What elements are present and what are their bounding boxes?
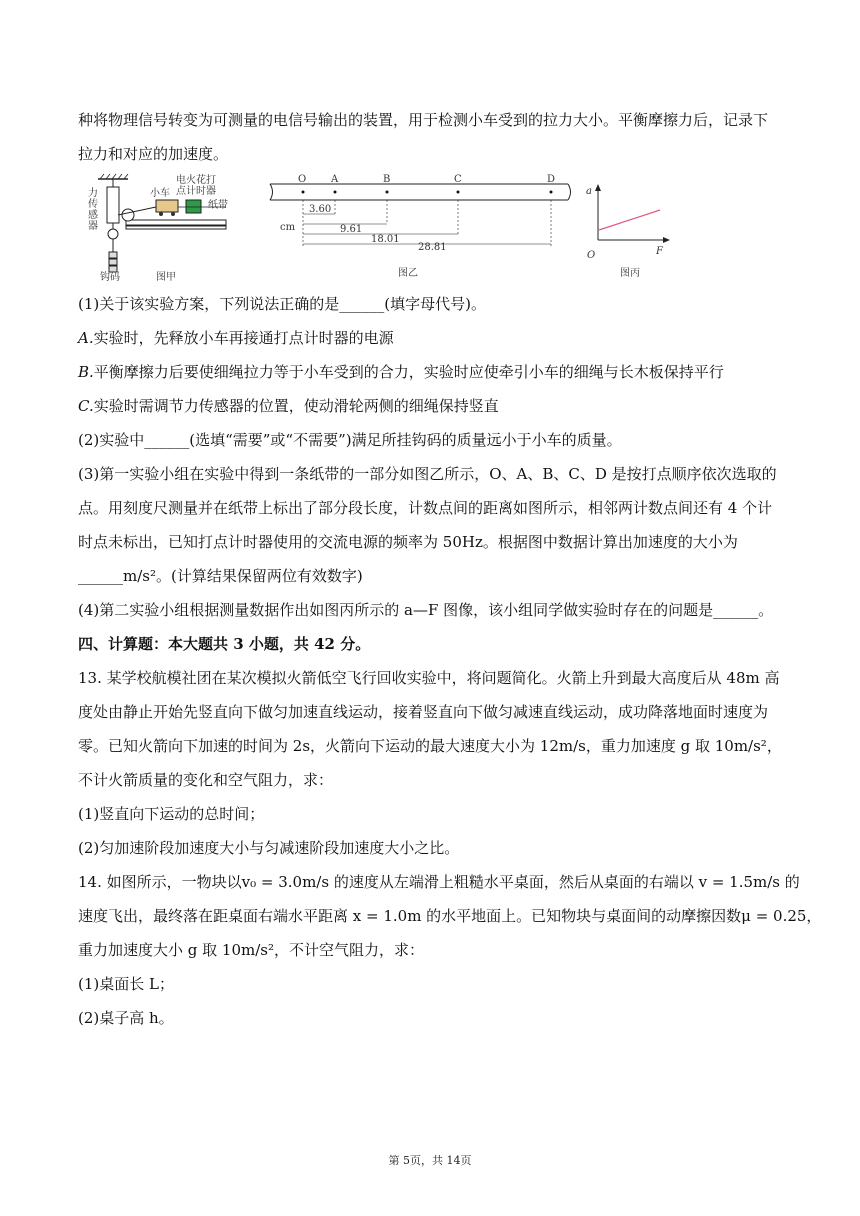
dist-OB: 9.61: [340, 224, 363, 235]
q14-line2: 速度飞出，最终落在距桌面右端水平距离 x = 1.0m 的水平地面上。已知物块与桌面间的动摩擦因数μ = 0.25，: [78, 907, 822, 925]
dist-OA: 3.60: [309, 204, 332, 215]
sensor-label-3: 感: [88, 210, 98, 221]
q12-part3-line3: 时点未标出，已知打点计时器使用的交流电源的频率为 50Hz。根据图中数据计算出加速度的大小为: [78, 533, 738, 551]
q13-line4: 不计火箭质量的变化和空气阻力，求：: [78, 771, 334, 789]
q14-line1: 14. 如图所示，一物块以v₀ = 3.0m/s 的速度从左端滑上粗糙水平桌面，然后从桌面的右端以 v = 1.5m/s 的: [78, 873, 800, 891]
timer-label-1: 电火花打: [176, 175, 216, 186]
q12-option-c: [78, 396, 499, 416]
q13-line3: 零。已知火箭向下加速的时间为 2s，火箭向下运动的最大速度大小为 12m/s，重力加速度 g 取 10m/s²，: [78, 737, 782, 755]
option-b-letter: B.: [78, 363, 94, 381]
q13-line1: 13. 某学校航模社团在某次模拟火箭低空飞行回收实验中，将问题简化。火箭上升到最大高度后从 48m 高: [78, 669, 780, 687]
q14-sub1: (1)桌面长 L；: [78, 975, 174, 993]
sensor-label-2: 传: [88, 199, 98, 210]
option-b-text: 平衡摩擦力后要使细绳拉力等于小车受到的合力，实验时应使牵引小车的细绳与长木板保持平行: [93, 363, 724, 381]
q13-sub2: (2)匀加速阶段加速度大小与匀减速阶段加速度大小之比。: [78, 839, 460, 857]
q12-part4: (4)第二实验小组根据测量数据作出如图丙所示的 a—F 图像，该小组同学做实验时存在的问题是______。: [78, 601, 774, 619]
a-F-line: [599, 210, 660, 230]
point-B: B: [383, 174, 391, 185]
q12-part1: (1)关于该实验方案，下列说法正确的是______(填字母代号)。: [78, 295, 486, 313]
q12-part3-line1: (3)第一实验小组在实验中得到一条纸带的一部分如图乙所示，O、A、B、C、D 是按打点顺序依次选取的: [78, 465, 777, 483]
option-a-text: 实验时，先释放小车再接通打点计时器的电源: [93, 329, 394, 347]
unit-label: cm: [280, 222, 296, 233]
figure-bing: [586, 184, 670, 279]
intro-line-2: 拉力和对应的加速度。: [78, 145, 229, 163]
tape-label: 纸带: [208, 200, 228, 211]
sensor-label-4: 器: [88, 221, 98, 232]
point-D: D: [547, 174, 556, 185]
point-A: A: [331, 174, 339, 185]
origin-label: O: [587, 250, 596, 261]
y-axis-label: a: [586, 186, 592, 197]
caption-yi: 图乙: [398, 268, 418, 279]
timer-label-2: 点计时器: [176, 186, 216, 197]
dist-OD: 28.81: [418, 242, 447, 253]
weights-label: 钩码: [100, 272, 120, 283]
option-c-text: 实验时需调节力传感器的位置，使动滑轮两侧的细绳保持竖直: [93, 397, 499, 415]
option-a-letter: A.: [78, 329, 94, 347]
intro-line-1: 种将物理信号转变为可测量的电信号输出的装置，用于检测小车受到的拉力大小。平衡摩擦力后，记录下: [78, 111, 769, 129]
option-c-letter: C.: [78, 397, 94, 415]
point-O: O: [298, 174, 307, 185]
q14-line3: 重力加速度大小 g 取 10m/s²，不计空气阻力，求：: [78, 941, 424, 959]
caption-jia: 图甲: [156, 272, 176, 283]
figure-yi: [270, 174, 571, 279]
q12-part3-line4: ______m/s²。(计算结果保留两位有效数字): [78, 567, 363, 585]
experiment-figures: [78, 170, 778, 290]
caption-bing: 图丙: [620, 268, 640, 279]
q12-option-a: [78, 328, 394, 348]
figures: [78, 170, 778, 290]
section-heading: 四、计算题：本大题共 3 小题，共 42 分。: [78, 635, 371, 653]
q13-line2: 度处由静止开始先竖直向下做匀加速直线运动，接着竖直向下做匀减速直线运动，成功降落地面时速度为: [78, 703, 769, 721]
sensor-label-1: 力: [88, 188, 98, 199]
q12-option-b: [78, 362, 724, 382]
q14-sub2: (2)桌子高 h。: [78, 1009, 174, 1027]
page-footer: 第 5页，共 14页: [388, 1154, 472, 1167]
figure-jia: [88, 173, 228, 283]
dist-OC: 18.01: [371, 234, 400, 245]
point-C: C: [454, 174, 462, 185]
q12-part2: (2)实验中______(选填“需要”或“不需要”)满足所挂钩码的质量远小于小车的质量。: [78, 431, 622, 449]
cart-label: 小车: [150, 188, 170, 199]
x-axis-label: F: [656, 246, 663, 257]
q13-sub1: (1)竖直向下运动的总时间；: [78, 805, 265, 823]
q12-part3-line2: 点。用刻度尺测量并在纸带上标出了部分段长度，计数点间的距离如图所示，相邻两计数点间还有 4 个计: [78, 499, 773, 517]
